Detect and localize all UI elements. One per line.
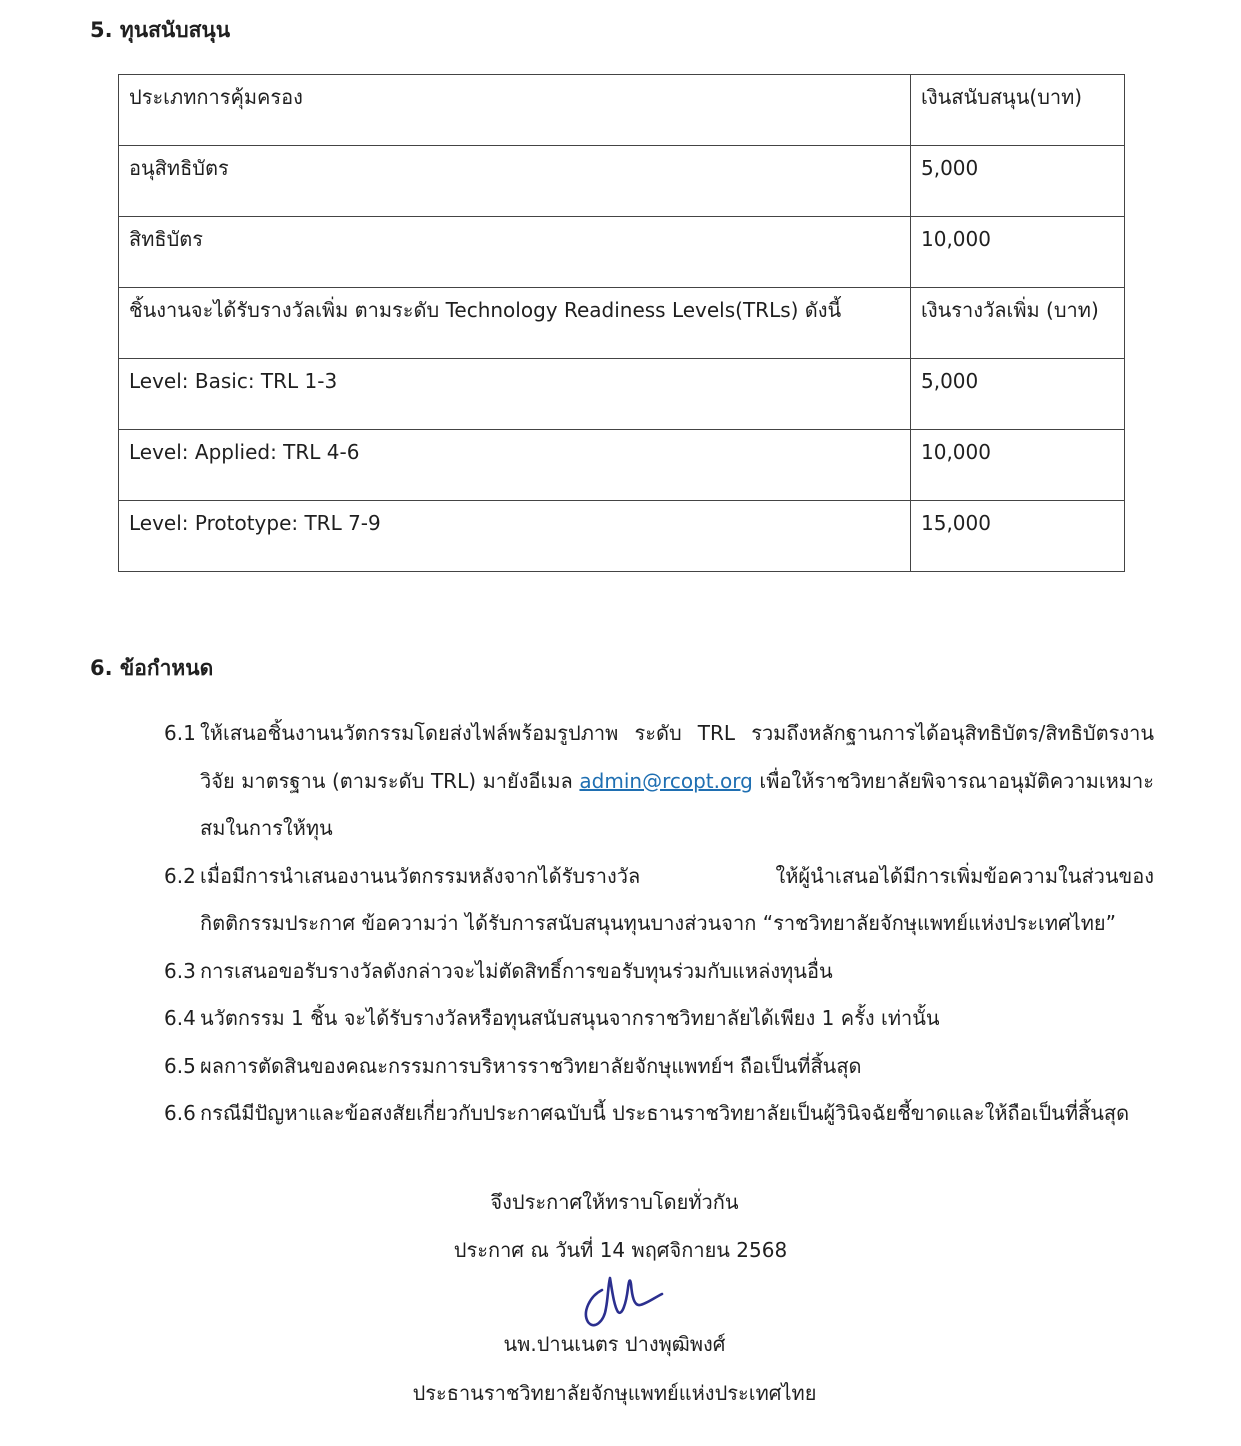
section-6-heading: 6. ข้อกำหนด: [90, 656, 214, 680]
announcement-date: ประกาศ ณ วันที่ 14 พฤศจิกายน 2568: [453, 1238, 788, 1262]
table-row: [119, 75, 1125, 146]
table-cell-amount: 10,000: [911, 217, 1125, 288]
table-cell-amount: 5,000: [911, 359, 1125, 430]
clause-6-3: [164, 948, 1154, 996]
clause-text: เพื่อให้ราชวิทยาลัยพิจารณาอนุมัติความเหมาะสมในการให้ทุน: [200, 768, 1155, 840]
clause-6-2: [164, 853, 1154, 948]
email-link[interactable]: admin@rcopt.org: [579, 768, 753, 793]
clause-6-5: [164, 1043, 1154, 1091]
clause-text: เมื่อมีการนำเสนองานนวัตกรรมหลังจากได้รับรางวัล ให้ผู้นำเสนอได้มีการเพิ่มข้อความในส่วนของกิตติกรรมประกาศ ข้อความว่า ได้รับการสนับสนุนทุนบางส่วนจาก “ราชวิทยาลัยจักษุแพทย์แห่งประเทศไทย”: [200, 863, 1154, 935]
table-cell-amount: 15,000: [911, 501, 1125, 572]
clause-text: การเสนอขอรับรางวัลดังกล่าวจะไม่ตัดสิทธิ์การขอรับทุนร่วมกับแหล่งทุนอื่น: [200, 958, 833, 983]
clause-number: 6.6: [164, 1101, 196, 1125]
section-5-heading: 5. ทุนสนับสนุน: [90, 18, 231, 42]
clause-number: 6.5: [164, 1053, 196, 1078]
clause-number: 6.3: [164, 958, 196, 983]
table-row: [119, 146, 1125, 217]
signature-image: [574, 1272, 664, 1334]
closing-line: จึงประกาศให้ทราบโดยทั่วกัน: [490, 1190, 739, 1214]
table-header-amount: เงินสนับสนุน(บาท): [911, 75, 1125, 146]
clause-text: ให้เสนอชิ้นงานนวัตกรรมโดยส่งไฟล์พร้อมรูปภาพ ระดับ TRL รวมถึงหลักฐานการได้อนุสิทธิบัตร/สิทธิบัตรงานวิจัย มาตรฐาน (ตามระดับ TRL) มายังอีเมล: [200, 721, 1154, 793]
table-row: [119, 217, 1125, 288]
table-header-coverage-type: ประเภทการคุ้มครอง: [119, 75, 911, 146]
clause-text: นวัตกรรม 1 ชิ้น จะได้รับรางวัลหรือทุนสนับสนุนจากราชวิทยาลัยได้เพียง 1 ครั้ง เท่านั้น: [200, 1006, 940, 1030]
table-cell-item: Level: Prototype: TRL 7-9: [119, 501, 911, 572]
clause-6-1: [164, 710, 1154, 853]
clause-number: 6.1: [164, 721, 196, 745]
table-cell-item: Level: Applied: TRL 4-6: [119, 430, 911, 501]
clause-6-4: [164, 995, 1154, 1043]
table-cell-item: สิทธิบัตร: [119, 217, 911, 288]
table-cell-item: อนุสิทธิบัตร: [119, 146, 911, 217]
table-row: [119, 430, 1125, 501]
funding-table: [118, 74, 1125, 572]
clause-text: กรณีมีปัญหาและข้อสงสัยเกี่ยวกับประกาศฉบับนี้ ประธานราชวิทยาลัยเป็นผู้วินิจฉัยชี้ขาดและให้ถือเป็นที่สิ้นสุด: [200, 1101, 1130, 1125]
table-cell-item: ชิ้นงานจะได้รับรางวัลเพิ่ม ตามระดับ Technology Readiness Levels(TRLs) ดังนี้: [119, 288, 911, 359]
signer-name: นพ.ปานเนตร ปางพุฒิพงศ์: [503, 1332, 726, 1356]
clause-number: 6.2: [164, 863, 196, 888]
table-row: [119, 288, 1125, 359]
clause-list: [164, 710, 1154, 1138]
clause-6-6: [164, 1090, 1154, 1138]
table-cell-amount: 10,000: [911, 430, 1125, 501]
table-cell-amount: 5,000: [911, 146, 1125, 217]
clause-text: ผลการตัดสินของคณะกรรมการบริหารราชวิทยาลัยจักษุแพทย์ฯ ถือเป็นที่สิ้นสุด: [200, 1053, 862, 1078]
table-cell-amount: เงินรางวัลเพิ่ม (บาท): [911, 288, 1125, 359]
table-cell-item: Level: Basic: TRL 1-3: [119, 359, 911, 430]
signer-title: ประธานราชวิทยาลัยจักษุแพทย์แห่งประเทศไทย: [412, 1381, 817, 1405]
table-row: [119, 501, 1125, 572]
table-row: [119, 359, 1125, 430]
clause-number: 6.4: [164, 1006, 196, 1030]
